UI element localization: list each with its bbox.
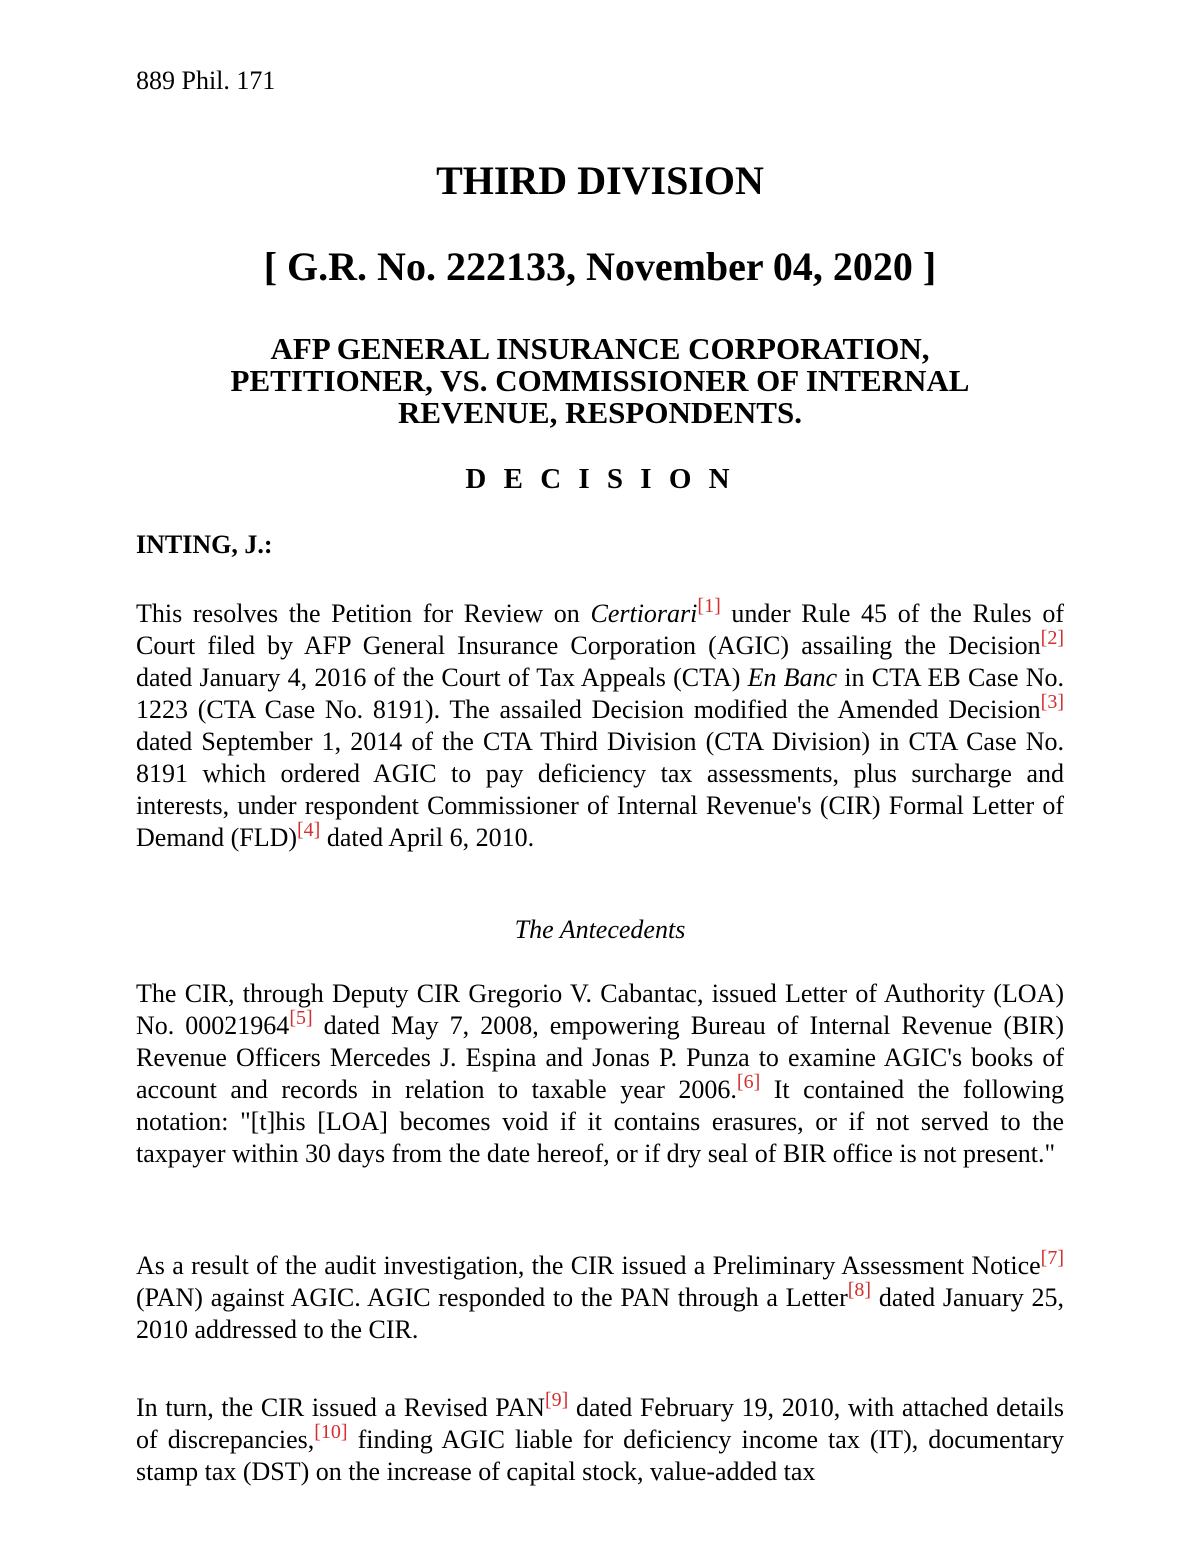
- parties-line: PETITIONER, VS. COMMISSIONER OF INTERNAL: [230, 363, 970, 398]
- paragraph-text: dated September 1, 2014 of the CTA Third Division (CTA Division) in CTA Case No. 8191 which ordered AGIC to pay deficiency tax assessments, plus surcharge and interests, under respondent Commissioner of Internal Revenue's (CIR) Formal Letter of Demand (FLD): [136, 727, 1064, 852]
- footnote-link[interactable]: [5]: [289, 1007, 313, 1029]
- paragraph-text: This resolves the Petition for Review on: [136, 599, 591, 628]
- italic-term: En Banc: [747, 663, 838, 692]
- decision-label: D E C I S I O N: [465, 463, 735, 495]
- paragraph-text: in CTA EB Case No. 1223 (CTA Case No. 8191). The assailed Decision modified the Amended Decision: [136, 663, 1064, 724]
- body-paragraph: [136, 978, 1064, 1170]
- paragraph-text: dated April 6, 2010.: [320, 823, 535, 852]
- case-number-heading: [ G.R. No. 222133, November 04, 2020 ]: [263, 244, 937, 289]
- paragraph-text: The CIR, through Deputy CIR Gregorio V. Cabantac, issued Letter of Authority (LOA) No. 00021964: [136, 979, 1064, 1040]
- footnote-link[interactable]: [7]: [1040, 1247, 1064, 1269]
- section-subheading: The Antecedents: [514, 915, 686, 944]
- footnote-link[interactable]: [8]: [847, 1279, 872, 1301]
- paragraph-text: finding AGIC liable for deficiency income tax (IT), documentary stamp tax (DST) on the increase of capital stock, value-added tax: [136, 1425, 1065, 1486]
- report-citation: 889 Phil. 171: [136, 66, 276, 95]
- body-paragraph: [136, 1247, 1064, 1346]
- footnote-link[interactable]: [1]: [697, 595, 721, 617]
- paragraph-text: under Rule 45 of the Rules of Court filed by AFP General Insurance Corporation (AGIC) assailing the Decision: [136, 599, 1064, 660]
- division-heading: THIRD DIVISION: [436, 158, 764, 203]
- ponente-label: INTING, J.:: [136, 530, 273, 559]
- paragraph-text: As a result of the audit investigation, the CIR issued a Preliminary Assessment Notice: [136, 1251, 1041, 1280]
- footnote-link[interactable]: [10]: [314, 1421, 348, 1443]
- paragraph-text: dated January 4, 2016 of the Court of Tax Appeals (CTA): [136, 663, 748, 692]
- paragraph-text: dated January 25, 2010 addressed to the CIR.: [136, 1283, 1064, 1344]
- footnote-link[interactable]: [2]: [1040, 627, 1064, 649]
- paragraph-text: dated February 19, 2010, with attached details of discrepancies,: [136, 1393, 1064, 1454]
- paragraph-text: (PAN) against AGIC. AGIC responded to the PAN through a Letter: [136, 1283, 848, 1312]
- paragraph-text: dated May 7, 2008, empowering Bureau of Internal Revenue (BIR) Revenue Officers Mercedes J. Espina and Jonas P. Punza to examine AGIC's books of account and records in relation to taxable year 2006.: [136, 1011, 1064, 1104]
- body-paragraph: [136, 1389, 1065, 1488]
- parties-line: REVENUE, RESPONDENTS.: [398, 395, 802, 430]
- footnote-link[interactable]: [6]: [736, 1071, 761, 1093]
- paragraph-text: It contained the following notation: "[t]his [LOA] becomes void if it contains erasures, or if not served to the taxpayer within 30 days from the date hereof, or if dry seal of BIR office is not present.": [136, 1075, 1064, 1168]
- body-paragraph: [136, 595, 1064, 854]
- footnote-link[interactable]: [4]: [297, 819, 321, 841]
- italic-term: Certiorari: [590, 599, 698, 628]
- case-parties-heading: [136, 333, 1064, 429]
- paragraph-text: In turn, the CIR issued a Revised PAN: [136, 1393, 545, 1422]
- footnote-link[interactable]: [9]: [544, 1389, 569, 1411]
- parties-line: AFP GENERAL INSURANCE CORPORATION,: [270, 331, 930, 366]
- footnote-link[interactable]: [3]: [1040, 691, 1064, 713]
